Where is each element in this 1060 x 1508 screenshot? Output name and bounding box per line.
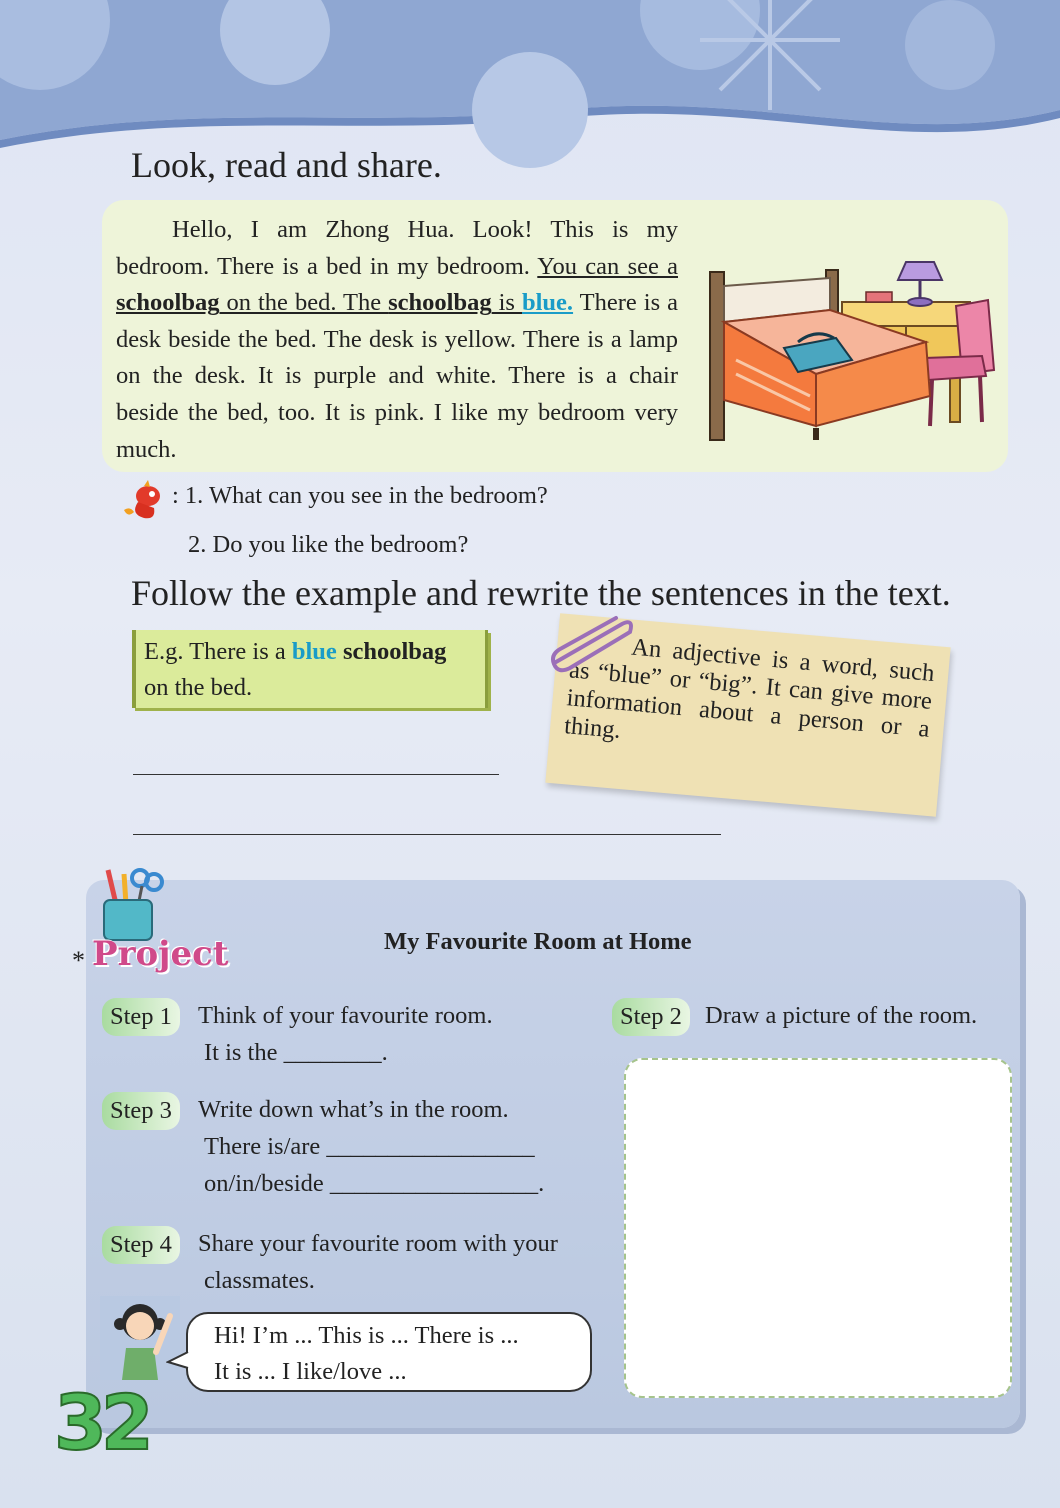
paperclip-icon bbox=[536, 610, 640, 674]
step-1-tag: Step 1 bbox=[102, 998, 180, 1036]
step-2-tag: Step 2 bbox=[612, 998, 690, 1036]
step-3-blank-1[interactable]: There is/are _________________ bbox=[204, 1133, 535, 1160]
page-number: 32 bbox=[54, 1378, 148, 1467]
step-1-blank[interactable]: It is the ________. bbox=[204, 1039, 388, 1066]
optional-star: * bbox=[72, 946, 85, 975]
bedroom-illustration bbox=[706, 250, 1002, 446]
step-3-tag: Step 3 bbox=[102, 1092, 180, 1130]
answer-line-2[interactable] bbox=[133, 834, 721, 835]
step-3-blank-2[interactable]: on/in/beside _________________. bbox=[204, 1170, 545, 1197]
dragon-mascot-icon bbox=[120, 480, 166, 522]
drawing-area[interactable] bbox=[624, 1058, 1012, 1398]
example-box: E.g. There is a blue schoolbag on the bed. bbox=[132, 630, 488, 708]
reading-passage: Hello, I am Zhong Hua. Look! This is my bedroom. There is a bed in my bedroom. You can see a schoolbag on the bed. The schoolbag is blue. There is a desk beside the bed. The desk is yellow. There is a lamp on the desk. It is purple and white. There is a chair beside the bed, too. It is pink. I like my bedroom very much. bbox=[116, 216, 679, 463]
step-2-text: Draw a picture of the room. bbox=[705, 1002, 978, 1029]
answer-line-1[interactable] bbox=[133, 774, 499, 775]
project-title: My Favourite Room at Home bbox=[384, 928, 692, 955]
pencil-cup-icon bbox=[94, 864, 168, 942]
step-3-text: Write down what’s in the room. bbox=[198, 1096, 509, 1123]
example-adjective: blue bbox=[291, 638, 337, 665]
speech-bubble: Hi! I’m ... This is ... There is ... It is ... I like/love ... bbox=[186, 1312, 592, 1392]
step-4-text: Share your favourite room with your bbox=[198, 1230, 558, 1257]
question-1: : 1. What can you see in the bedroom? bbox=[172, 482, 548, 509]
highlight-adjective-blue: blue. bbox=[522, 289, 574, 317]
section-heading-look-read-share: Look, read and share. bbox=[131, 145, 442, 185]
project-badge: Project bbox=[92, 934, 229, 974]
step-4-tag: Step 4 bbox=[102, 1226, 180, 1264]
speech-bubble-tail bbox=[166, 1350, 190, 1372]
step-1-text: Think of your favourite room. bbox=[198, 1002, 493, 1029]
adjective-note-text: An adjective is a word, such as “blue” or “big”. It can give more information about a person or a thing. bbox=[563, 633, 936, 744]
step-4-text-2: classmates. bbox=[204, 1267, 315, 1294]
question-2: 2. Do you like the bedroom? bbox=[188, 531, 469, 558]
section-heading-follow-example: Follow the example and rewrite the sentences in the text. bbox=[131, 573, 951, 613]
